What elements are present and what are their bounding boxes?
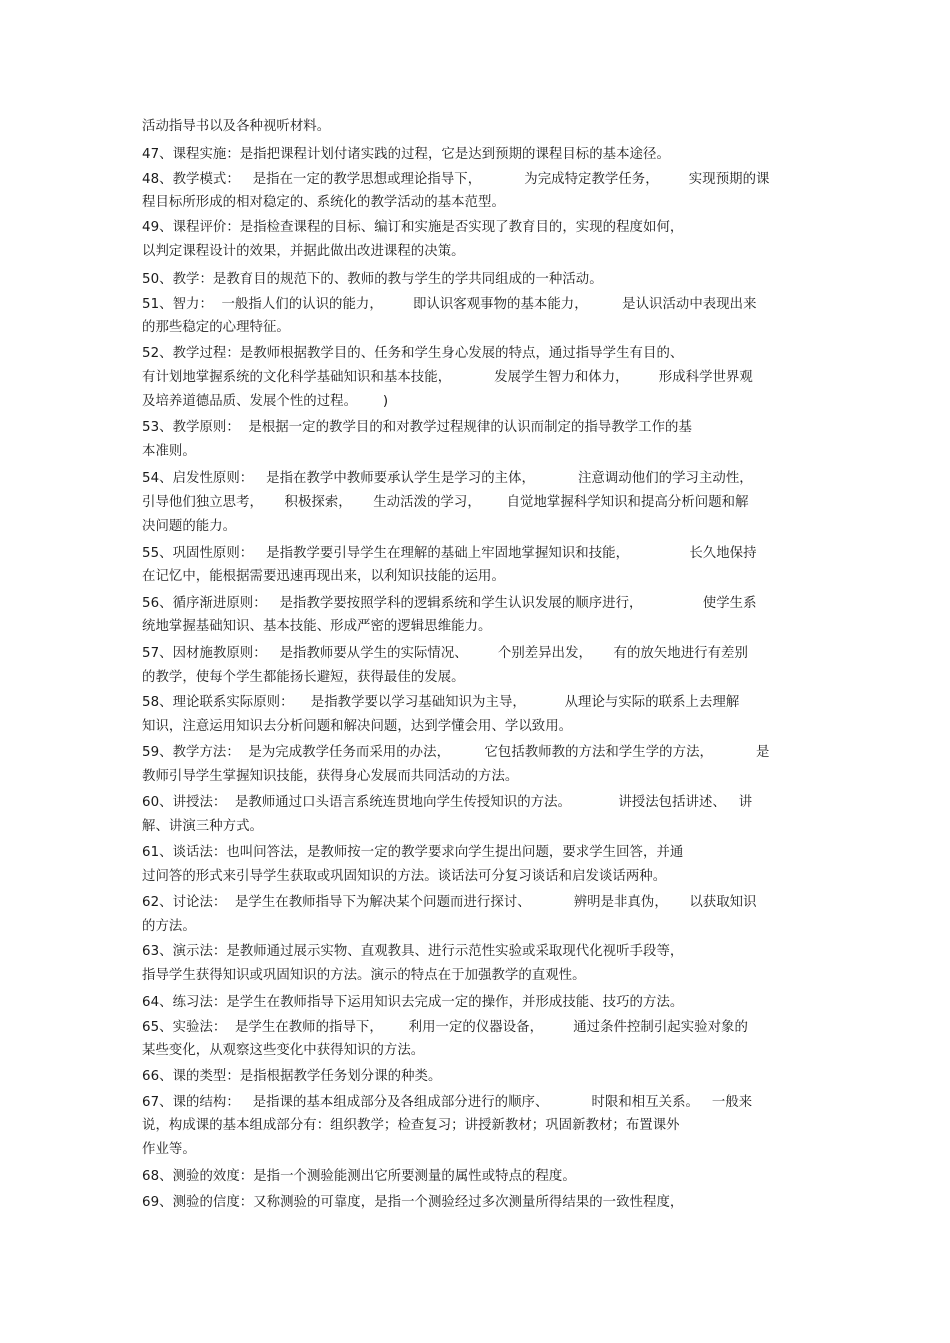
text-line: 58、理论联系实际原则： 是指教学要以学习基础知识为主导， 从理论与实际的联系上去理解 [142,695,740,710]
text-line: 68、测验的效度：是指一个测验能测出它所要测量的属性或特点的程度。 [142,1169,576,1184]
text-line: 62、讨论法： 是学生在教师指导下为解决某个问题而进行探讨、 辨明是非真伪， 以获取知识 [142,895,757,910]
text-line: 47、课程实施：是指把课程计划付诸实践的过程，它是达到预期的课程目标的基本途径。 [142,147,670,162]
text-line: 指导学生获得知识或巩固知识的方法。演示的特点在于加强教学的直观性。 [142,968,586,983]
text-line: 决问题的能力。 [142,519,237,534]
text-line: 说，构成课的基本组成部分有：组织教学；检查复习；讲授新教材；巩固新教材；布置课外 [142,1118,680,1133]
text-line: 50、教学：是教育目的规范下的、教师的教与学生的学共同组成的一种活动。 [142,272,603,287]
text-line: 51、智力： 一般指人们的认识的能力， 即认识客观事物的基本能力， 是认识活动中表现出来 [142,297,757,312]
text-line: 及培养道德品质、发展个性的过程。 ) [142,394,389,409]
text-line: 69、测验的信度：又称测验的可靠度，是指一个测验经过多次测量所得结果的一致性程度， [142,1195,684,1210]
text-line: 活动指导书以及各种视听材料。 [142,119,331,134]
text-line: 63、演示法：是教师通过展示实物、直观教具、进行示范性实验或采取现代化视听手段等， [142,944,684,959]
text-line: 55、巩固性原则： 是指教学要引导学生在理解的基础上牢固地掌握知识和技能， 长久地保持 [142,546,757,561]
text-line: 教师引导学生掌握知识技能，获得身心发展而共同活动的方法。 [142,769,519,784]
text-line: 的教学，使每个学生都能扬长避短，获得最佳的发展。 [142,670,465,685]
text-line: 解、讲演三种方式。 [142,819,263,834]
text-line: 56、循序渐进原则： 是指教学要按照学科的逻辑系统和学生认识发展的顺序进行， 使学生系 [142,596,757,611]
text-line: 54、启发性原则： 是指在教学中教师要承认学生是学习的主体， 注意调动他们的学习主动性， [142,471,753,486]
text-line: 59、教学方法： 是为完成教学任务而采用的办法， 它包括教师教的方法和学生学的方法， 是 [142,745,770,760]
text-line: 64、练习法：是学生在教师指导下运用知识去完成一定的操作，并形成技能、技巧的方法。 [142,995,684,1010]
text-line: 本准则。 [142,444,196,459]
text-line: 65、实验法： 是学生在教师的指导下， 利用一定的仪器设备， 通过条件控制引起实验对象的 [142,1020,748,1035]
text-line: 某些变化，从观察这些变化中获得知识的方法。 [142,1043,425,1058]
text-line: 53、教学原则： 是根据一定的教学目的和对教学过程规律的认识而制定的指导教学工作的基 [142,420,692,435]
text-line: 以判定课程设计的效果，并据此做出改进课程的决策。 [142,244,465,259]
text-line: 66、课的类型：是指根据教学任务划分课的种类。 [142,1069,442,1084]
text-line: 的方法。 [142,919,196,934]
text-line: 统地掌握基础知识、基本技能、形成严密的逻辑思维能力。 [142,619,492,634]
text-line: 49、课程评价：是指检查课程的目标、编订和实施是否实现了教育目的，实现的程度如何， [142,220,684,235]
text-line: 有计划地掌握系统的文化科学基础知识和基本技能， 发展学生智力和体力， 形成科学世界观 [142,370,753,385]
text-line: 57、因材施教原则： 是指教师要从学生的实际情况、 个别差异出发， 有的放矢地进行有差别 [142,646,748,661]
text-line: 60、讲授法： 是教师通过口头语言系统连贯地向学生传授知识的方法。 讲授法包括讲述、 讲 [142,795,753,810]
text-line: 的那些稳定的心理特征。 [142,320,290,335]
text-line: 52、教学过程：是教师根据教学目的、任务和学生身心发展的特点，通过指导学生有目的、 [142,346,684,361]
text-line: 48、教学模式： 是指在一定的教学思想或理论指导下， 为完成特定教学任务， 实现预期的课 [142,172,770,187]
text-line: 程目标所形成的相对稳定的、系统化的教学活动的基本范型。 [142,195,505,210]
text-line: 引导他们独立思考， 积极探索， 生动活泼的学习， 自觉地掌握科学知识和提高分析问题和解 [142,495,749,510]
text-line: 作业等。 [142,1142,196,1157]
text-line: 知识，注意运用知识去分析问题和解决问题，达到学懂会用、学以致用。 [142,719,573,734]
text-line: 61、谈话法：也叫问答法，是教师按一定的教学要求向学生提出问题，要求学生回答，并通 [142,845,684,860]
text-line: 67、课的结构： 是指课的基本组成部分及各组成部分进行的顺序、 时限和相互关系。 一般来 [142,1095,753,1110]
text-line: 在记忆中，能根据需要迅速再现出来，以利知识技能的运用。 [142,569,505,584]
text-line: 过问答的形式来引导学生获取或巩固知识的方法。谈话法可分复习谈话和启发谈话两种。 [142,869,667,884]
